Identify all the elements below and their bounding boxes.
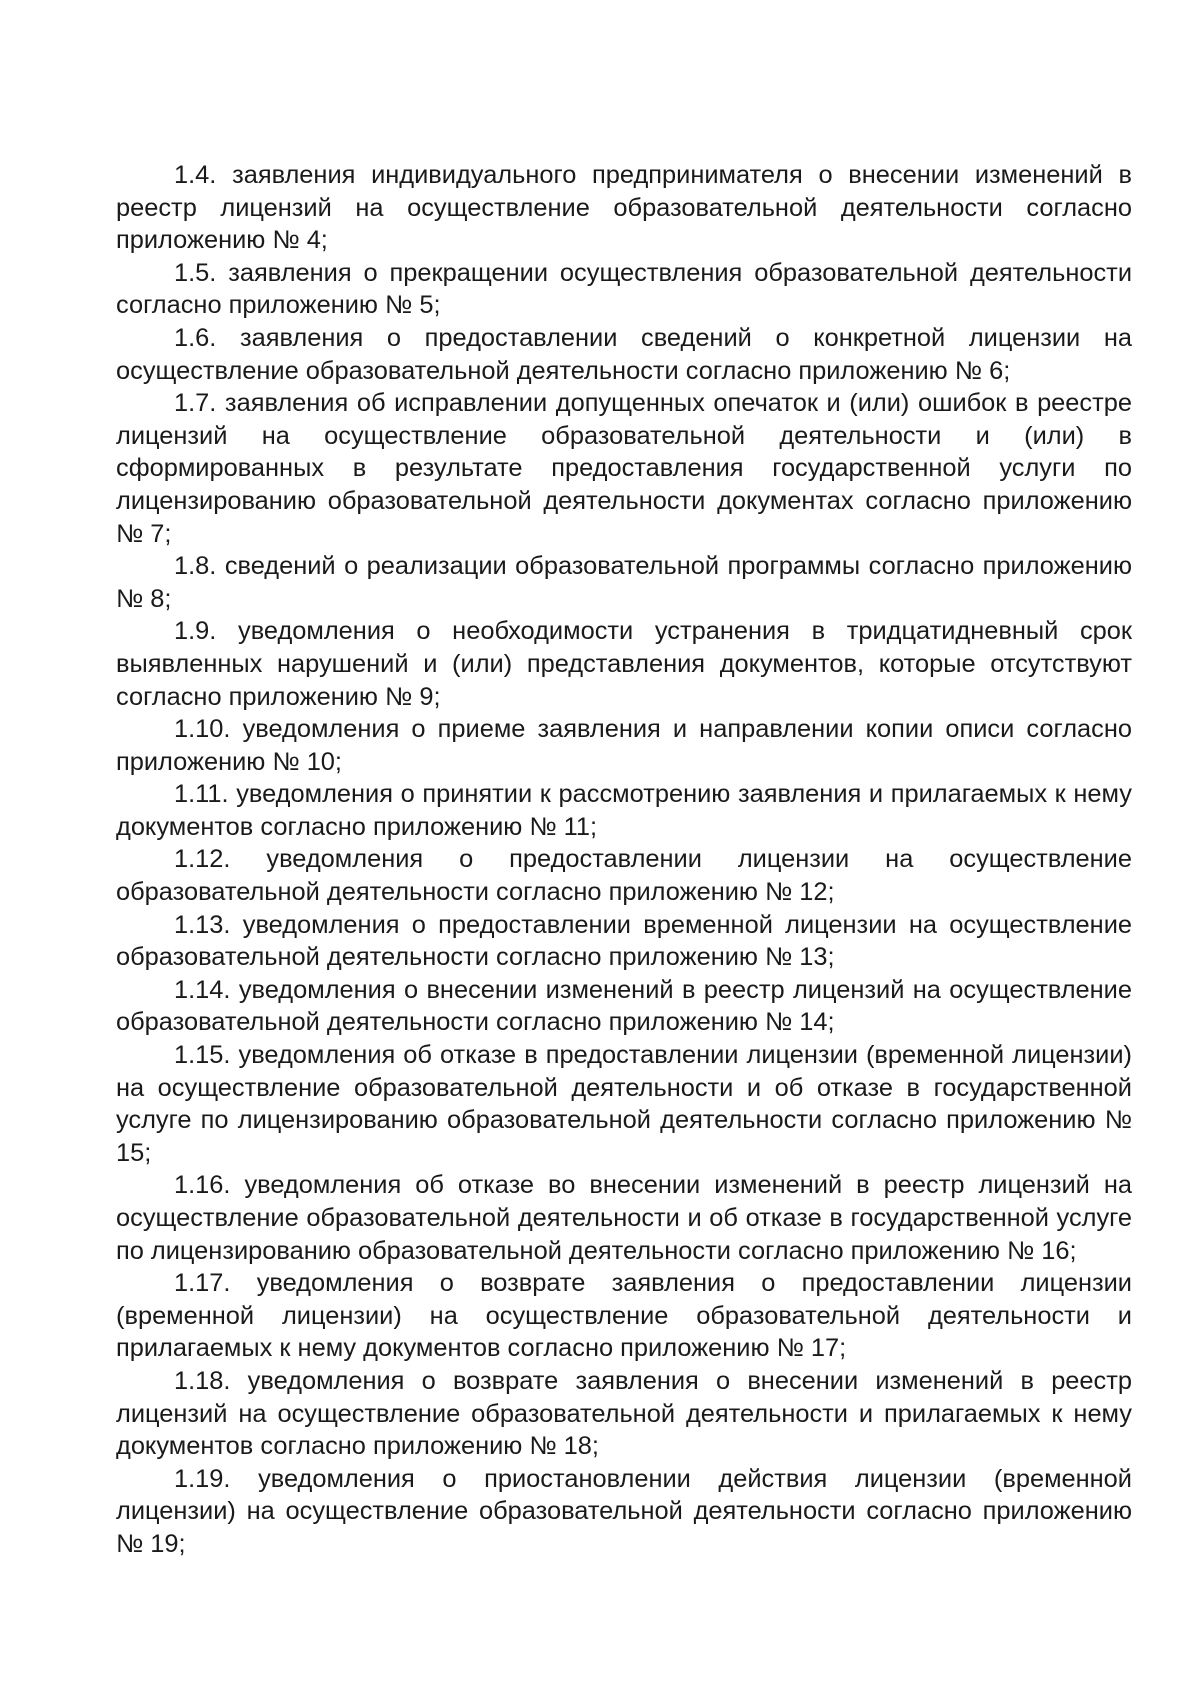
list-item-1-5: 1.5. заявления о прекращении осуществления образовательной деятельности согласно приложению № 5; bbox=[116, 258, 1132, 320]
list-item-1-19: 1.19. уведомления о приостановлении действия лицензии (временной лицензии) на осуществление образовательной деятельности согласно приложению № 19; bbox=[116, 1464, 1132, 1558]
document-page bbox=[116, 159, 1132, 1561]
list-item-1-9: 1.9. уведомления о необходимости устранения в тридцатидневный срок выявленных нарушений и (или) представления документов, которые отсутствуют согласно приложению № 9; bbox=[116, 617, 1132, 711]
list-item-1-13: 1.13. уведомления о предоставлении временной лицензии на осуществление образовательной деятельности согласно приложению № 13; bbox=[116, 910, 1132, 972]
list-item-1-11: 1.11. уведомления о принятии к рассмотрению заявления и прилагаемых к нему документов согласно приложению № 11; bbox=[116, 780, 1132, 841]
list-item-1-10: 1.10. уведомления о приеме заявления и направлении копии описи согласно приложению № 10; bbox=[116, 715, 1132, 776]
list-item-1-14: 1.14. уведомления о внесении изменений в реестр лицензий на осуществление образовательной деятельности согласно приложению № 14; bbox=[116, 975, 1132, 1037]
list-item-1-6: 1.6. заявления о предоставлении сведений о конкретной лицензии на осуществление образовательной деятельности согласно приложению № 6; bbox=[116, 323, 1132, 385]
list-item-1-16: 1.16. уведомления об отказе во внесении изменений в реестр лицензий на осуществление образовательной деятельности и об отказе в государственной услуге по лицензированию образовательной деятельности согласно приложению № 16; bbox=[116, 1171, 1132, 1265]
list-item-1-8: 1.8. сведений о реализации образовательной программы согласно приложению № 8; bbox=[116, 552, 1132, 613]
list-item-1-15: 1.15. уведомления об отказе в предоставлении лицензии (временной лицензии) на осуществление образовательной деятельности и об отказе в государственной услуге по лицензированию образовательной деятельности согласно приложению № 15; bbox=[116, 1041, 1132, 1167]
list-item-1-7: 1.7. заявления об исправлении допущенных опечаток и (или) ошибок в реестре лицензий на осуществление образовательной деятельности и (или) в сформированных в результате предоставления государственной услуги по лицензированию образовательной деятельности документах согласно приложению № 7; bbox=[116, 389, 1132, 548]
list-item-1-17: 1.17. уведомления о возврате заявления о предоставлении лицензии (временной лицензии) на осуществление образовательной деятельности и прилагаемых к нему документов согласно приложению № 17; bbox=[116, 1269, 1132, 1363]
list-item-1-12: 1.12. уведомления о предоставлении лицензии на осуществление образовательной деятельности согласно приложению № 12; bbox=[116, 845, 1132, 907]
list-item-1-18: 1.18. уведомления о возврате заявления о внесении изменений в реестр лицензий на осуществление образовательной деятельности и прилагаемых к нему документов согласно приложению № 18; bbox=[116, 1366, 1132, 1461]
list-item-1-4: 1.4. заявления индивидуального предпринимателя о внесении изменений в реестр лицензий на осуществление образовательной деятельности согласно приложению № 4; bbox=[116, 161, 1132, 255]
